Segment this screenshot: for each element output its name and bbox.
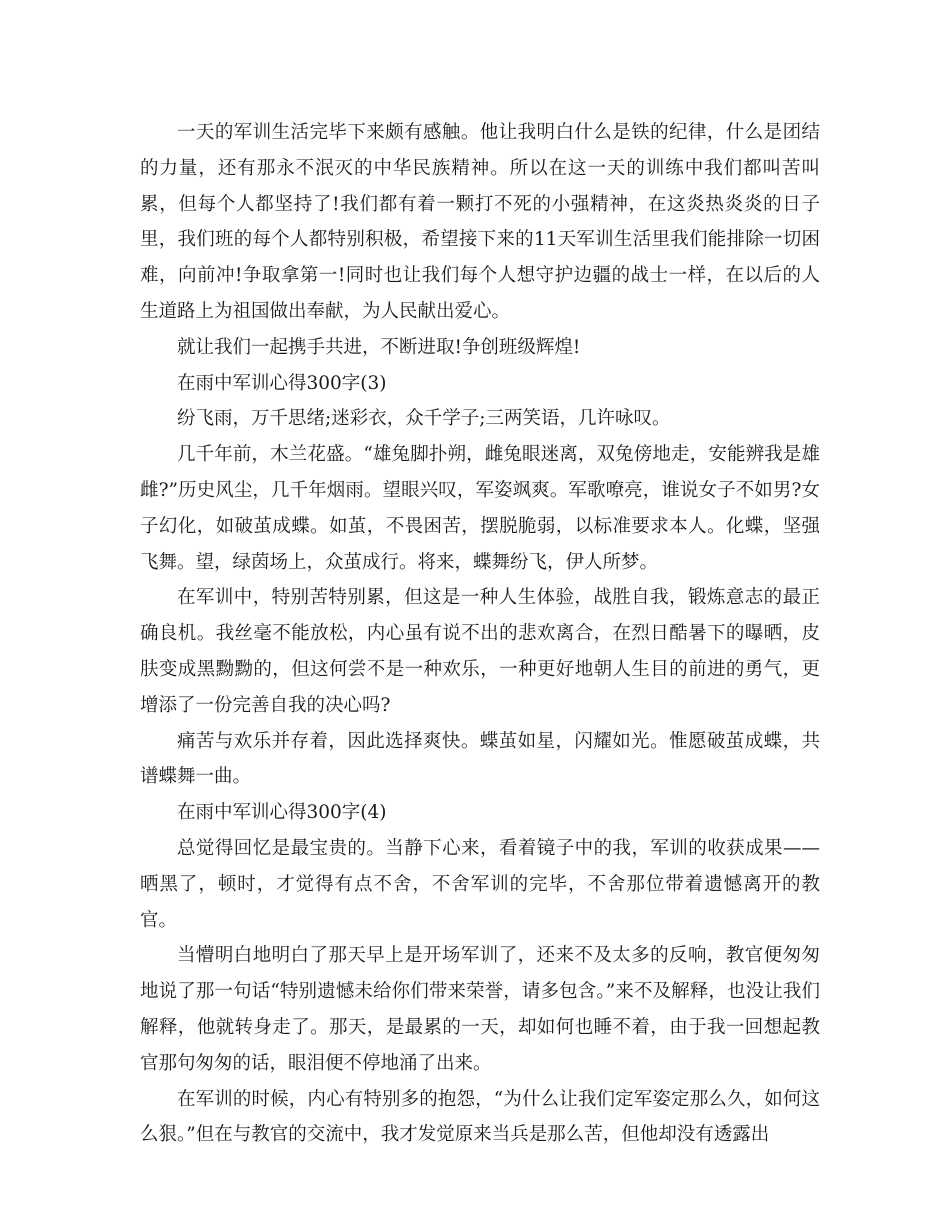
paragraph: 几千年前，木兰花盛。“雄兔脚扑朔，雌兔眼迷离，双兔傍地走，安能辨我是雄雌?”历史风尘，几千年烟雨。望眼兴叹，军姿飒爽。军歌嘹亮，谁说女子不如男?女子幻化，如破茧成蝶。如茧，不畏困苦，摆脱脆弱，以标准要求本人。化蝶，坚强飞舞。望，绿茵场上，众茧成行。将来，蝶舞纷飞，伊人所梦。 (140, 444, 820, 573)
document-body (140, 115, 820, 1153)
paragraph: 在军训的时候，内心有特别多的抱怨，“为什么让我们定军姿定那么久，如何这么狠。”但在与教官的交流中，我才发觉原来当兵是那么苦，但他却没有透露出 (140, 1088, 820, 1146)
paragraph: 总觉得回忆是最宝贵的。当静下心来，看着镜子中的我，军训的收获成果——晒黑了，顿时，才觉得有点不舍，不舍军训的完毕，不舍那位带着遗憾离开的教官。 (140, 837, 820, 931)
paragraph: 当懵明白地明白了那天早上是开场军训了，还来不及太多的反响，教官便匆匆地说了那一句话“特别遗憾未给你们带来荣誉，请多包含。”来不及解释，也没让我们解释，他就转身走了。那天，是最累的一天，却如何也睡不着，由于我一回想起教官那句匆匆的话，眼泪便不停地涌了出来。 (140, 945, 820, 1074)
paragraph: 纷飞雨，万千思绪;迷彩衣，众千学子;三两笑语，几许咏叹。 (177, 408, 671, 430)
section-heading: 在雨中军训心得300字(3) (177, 372, 387, 394)
section-heading: 在雨中军训心得300字(4) (177, 802, 387, 824)
paragraph: 一天的军训生活完毕下来颇有感触。他让我明白什么是铁的纪律，什么是团结的力量，还有那永不泯灭的中华民族精神。所以在这一天的训练中我们都叫苦叫累，但每个人都坚持了!我们都有着一颗打不死的小强精神，在这炎热炎炎的日子里，我们班的每个人都特别积极，希望接下来的11天军训生活里我们能排除一切困难，向前冲!争取拿第一!同时也让我们每个人想守护边疆的战士一样，在以后的人生道路上为祖国做出奉献，为人民献出爱心。 (140, 122, 820, 322)
paragraph: 痛苦与欢乐并存着，因此选择爽快。蝶茧如星，闪耀如光。惟愿破茧成蝶，共谱蝶舞一曲。 (140, 730, 820, 788)
paragraph: 就让我们一起携手共进，不断进取!争创班级辉煌! (177, 336, 581, 358)
paragraph: 在军训中，特别苦特别累，但这是一种人生体验，战胜自我，锻炼意志的最正确良机。我丝毫不能放松，内心虽有说不出的悲欢离合，在烈日酷暑下的曝晒，皮肤变成黑黝黝的，但这何尝不是一种欢乐，一种更好地朝人生目的前进的勇气，更增添了一份完善自我的决心吗? (140, 587, 820, 716)
